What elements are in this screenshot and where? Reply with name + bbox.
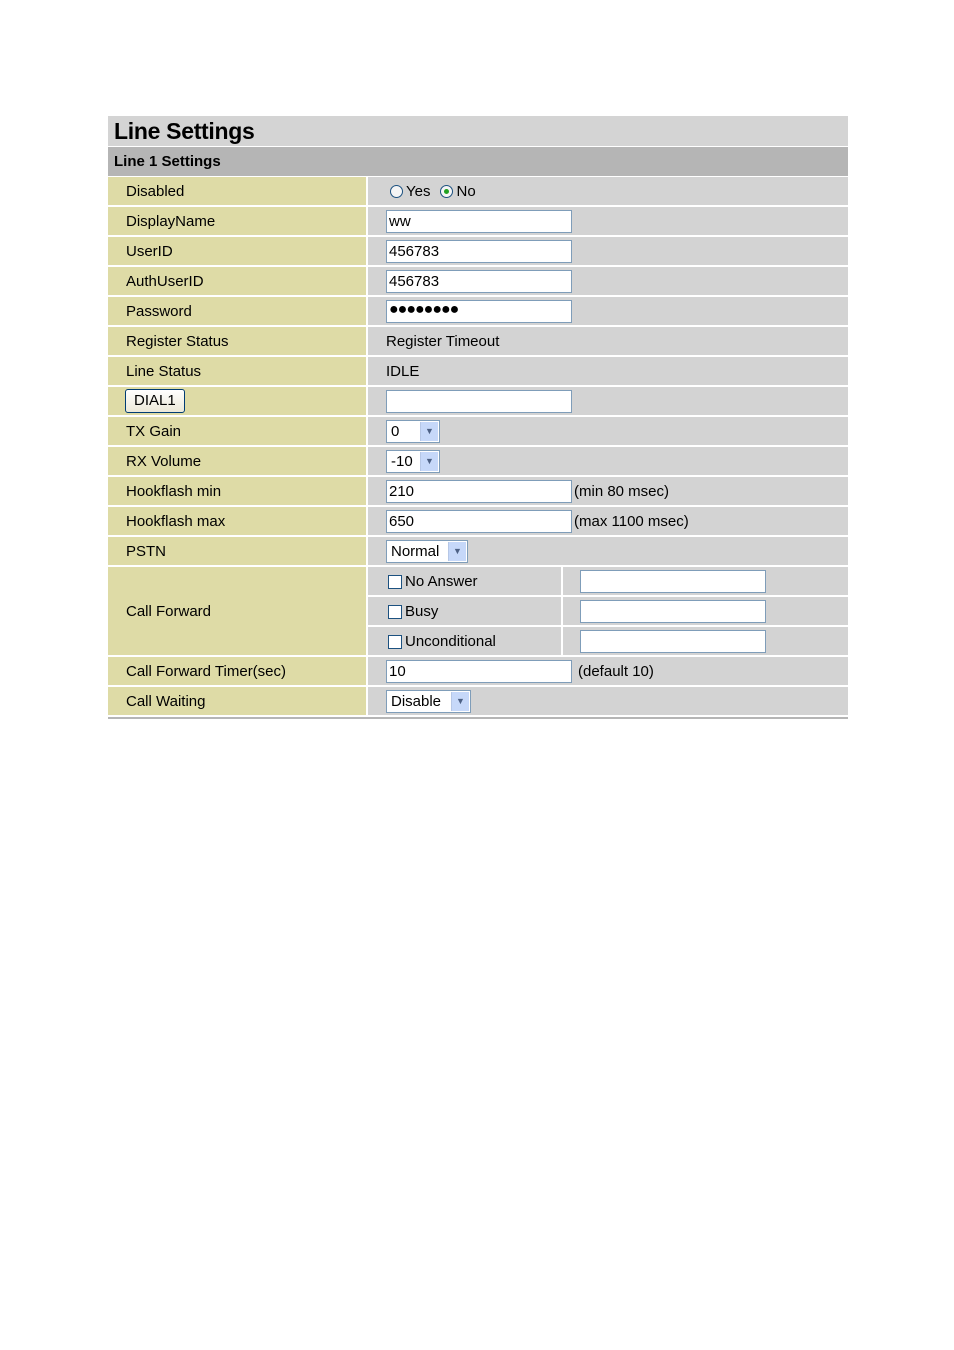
hookflash-min-hint: (min 80 msec) <box>574 482 670 500</box>
settings-table <box>108 177 848 717</box>
chevron-down-icon[interactable]: ▼ <box>451 692 469 711</box>
pstn-select[interactable] <box>386 540 468 563</box>
radio-yes-icon[interactable] <box>390 185 403 198</box>
row-hookflash-min <box>108 476 848 506</box>
label-auth-user-id: AuthUserID <box>108 266 367 296</box>
hookflash-min-input[interactable]: 210 <box>386 480 572 503</box>
radio-no[interactable] <box>440 183 475 200</box>
row-line-status <box>108 356 848 386</box>
row-pstn <box>108 536 848 566</box>
chevron-down-icon[interactable]: ▼ <box>420 452 438 471</box>
row-user-id <box>108 236 848 266</box>
chevron-down-icon[interactable]: ▼ <box>420 422 438 441</box>
display-name-input[interactable]: ww <box>386 210 572 233</box>
unconditional-input[interactable] <box>580 630 766 653</box>
radio-yes[interactable] <box>390 183 430 200</box>
label-register-status: Register Status <box>108 326 367 356</box>
busy-checkbox[interactable] <box>388 605 402 619</box>
row-password <box>108 296 848 326</box>
radio-no-label: No <box>456 182 476 200</box>
tx-gain-select[interactable] <box>386 420 440 443</box>
busy-input[interactable] <box>580 600 766 623</box>
password-input[interactable]: ●●●●●●●● <box>386 300 572 323</box>
auth-user-id-input[interactable]: 456783 <box>386 270 572 293</box>
no-answer-checkbox[interactable] <box>388 575 402 589</box>
unconditional-checkbox[interactable] <box>388 635 402 649</box>
no-answer-label: No Answer <box>405 572 478 590</box>
label-password: Password <box>108 296 367 326</box>
row-call-forward-no-answer <box>108 566 848 596</box>
no-answer-input[interactable] <box>580 570 766 593</box>
label-call-forward: Call Forward <box>108 566 367 656</box>
rx-volume-select[interactable] <box>386 450 440 473</box>
rx-volume-selected: -10 <box>391 452 413 470</box>
row-disabled <box>108 177 848 206</box>
bottom-divider <box>108 717 848 719</box>
label-rx-volume: RX Volume <box>108 446 367 476</box>
row-display-name <box>108 206 848 236</box>
hookflash-max-input[interactable]: 650 <box>386 510 572 533</box>
radio-no-icon[interactable] <box>440 185 453 198</box>
row-auth-user-id <box>108 266 848 296</box>
user-id-input[interactable]: 456783 <box>386 240 572 263</box>
row-hookflash-max <box>108 506 848 536</box>
dial-input[interactable] <box>386 390 572 413</box>
call-waiting-selected: Disable <box>391 692 442 710</box>
row-call-forward-timer <box>108 656 848 686</box>
label-pstn: PSTN <box>108 536 367 566</box>
section-title: Line 1 Settings <box>108 147 848 177</box>
page-title: Line Settings <box>108 116 848 147</box>
row-dial <box>108 386 848 416</box>
label-hookflash-max: Hookflash max <box>108 506 367 536</box>
label-display-name: DisplayName <box>108 206 367 236</box>
label-hookflash-min: Hookflash min <box>108 476 367 506</box>
label-tx-gain: TX Gain <box>108 416 367 446</box>
radio-yes-label: Yes <box>406 182 431 200</box>
tx-gain-selected: 0 <box>391 422 400 440</box>
label-call-waiting: Call Waiting <box>108 686 367 716</box>
label-line-status: Line Status <box>108 356 367 386</box>
line-settings-panel <box>108 116 848 719</box>
line-status-value: IDLE <box>367 356 848 386</box>
call-forward-timer-input[interactable]: 10 <box>386 660 572 683</box>
row-call-waiting <box>108 686 848 716</box>
row-register-status <box>108 326 848 356</box>
busy-label: Busy <box>405 602 439 620</box>
row-rx-volume <box>108 446 848 476</box>
call-forward-timer-hint: (default 10) <box>578 662 654 680</box>
pstn-selected: Normal <box>391 542 440 560</box>
call-waiting-select[interactable] <box>386 690 471 713</box>
dial-button[interactable]: DIAL1 <box>125 389 185 413</box>
chevron-down-icon[interactable]: ▼ <box>448 542 466 561</box>
label-disabled: Disabled <box>108 177 367 206</box>
label-call-forward-timer: Call Forward Timer(sec) <box>108 656 367 686</box>
label-user-id: UserID <box>108 236 367 266</box>
register-status-value: Register Timeout <box>367 326 848 356</box>
unconditional-label: Unconditional <box>405 632 496 650</box>
row-tx-gain <box>108 416 848 446</box>
hookflash-max-hint: (max 1100 msec) <box>574 512 689 530</box>
